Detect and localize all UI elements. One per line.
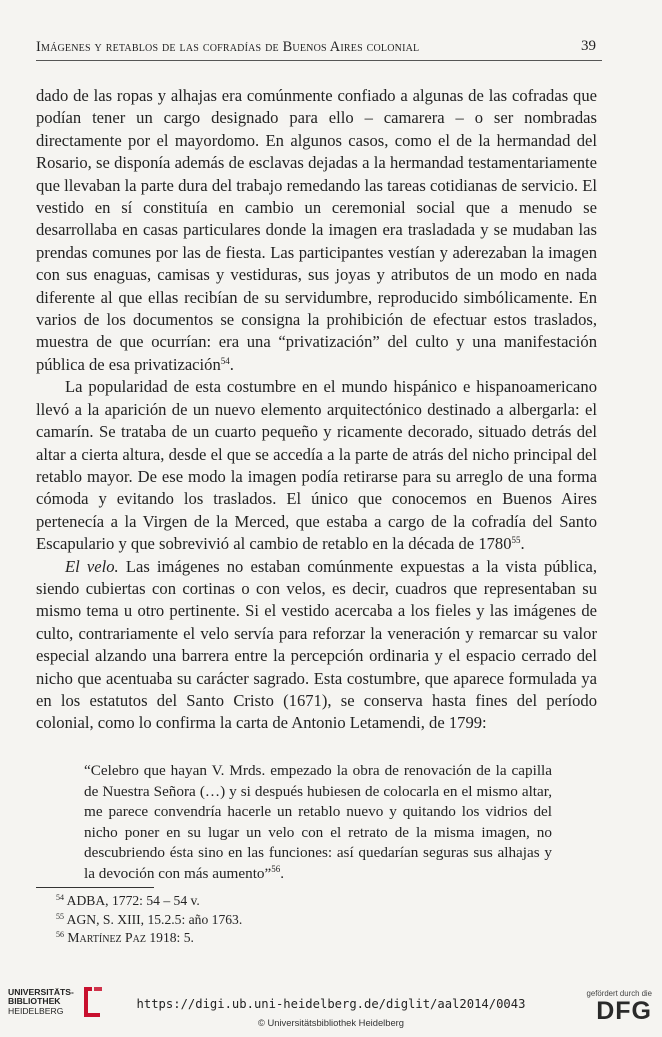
copyright: © Universitätsbibliothek Heidelberg	[257, 1017, 405, 1028]
library-line: BIBLIOTHEK	[8, 996, 61, 1007]
footnote	[56, 929, 242, 948]
footnote-number: 56	[56, 930, 64, 940]
footnote-divider	[36, 887, 154, 888]
punctuation: .	[229, 354, 234, 374]
footnote-number: 54	[56, 893, 64, 902]
punctuation: .	[520, 534, 525, 554]
paragraph-2	[36, 376, 597, 555]
dfg-logo: DFG	[596, 997, 652, 1025]
section-lead: El velo.	[65, 556, 119, 576]
source-url[interactable]: https://digi.ub.uni-heidelberg.de/diglit/aal2014/0043	[136, 997, 526, 1011]
footnotes	[56, 892, 242, 948]
paragraph-text: dado de las ropas y alhajas era comúnmente confiado a algunas de las cofradas que podían tener un cargo designado para ello – camarera – o ser nombradas directamente por el mayordomo. En algunos casos, como el de la hermandad del Rosario, se disponía además de esclavas dejadas a la hermandad testamentariamente que llevaban la parte dura del trabajo remedando las tareas cotidianas de servicio. El vestido en sí constituía en cambio un ceremonial social que a menudo se desarrollaba en casas particulares donde la imagen era trasladada y se mudaban las prendas comunes por las de fiesta. Las participantes vestían y aderezaban la imagen con sus enaguas, camisas y vestiduras, sus joyas y atributos de un modo en nada diferente al que ellas recibían de su servidumbre, reproducido simbólicamente. En varios de los documentos se consigna la prohibición de efectuar estos traslados, muestra de que ocurrían: era una “privatización” del culto y una manifestación pública de esa privatización	[36, 86, 597, 374]
quote-text: “Celebro que hayan V. Mrds. empezado la obra de renovación de la capilla de Nuestra Señora (…) y si después hubiesen de colocarla en el mismo altar, me parece convendría hacerle un retablo nuevo y quitando los vidrios del nicho poner en su lugar un velo con el retrato de la misma imagen, no descubriendo ésta sino en las funciones: así quedarían seguras sus alhajas y la devoción con más aumento”	[84, 762, 552, 882]
footnote-author: Martínez Paz	[67, 930, 146, 946]
library-line: UNIVERSITÄTS-	[8, 986, 74, 997]
footnote-text: ADBA, 1772: 54 – 54 v.	[66, 893, 200, 908]
page-number: 39	[581, 38, 596, 54]
footnote	[56, 911, 242, 930]
funder-logo[interactable]	[587, 989, 652, 1024]
paragraph-text: Las imágenes no estaban comúnmente expuestas a la vista pública, siendo cubiertas con cortinas o con velos, es decir, cuadros que representaban su mismo tema u otro pertinente. Si el vestido acercaba a los fieles y las imágenes de culto, contrariamente el velo servía para reforzar la veneración y remarcar su valor especial alzando una barrera entre la percepción ordinaria y el espacio cerrado del nicho que acentuaba su carácter sagrado. Esta costumbre, que aparece formulada ya en los estatutos del Santo Cristo (1671), se conserva hasta fines del período colonial, como lo confirma la carta de Antonio Letamendi, de 1799:	[36, 556, 597, 733]
main-text	[36, 85, 597, 735]
footnote-ref[interactable]: 55	[511, 535, 521, 546]
footnote-number: 55	[56, 911, 64, 921]
block-quote	[84, 761, 552, 884]
footnote-ref[interactable]: 54	[220, 355, 230, 366]
punctuation: .	[280, 864, 285, 882]
footnote-ref[interactable]: 56	[271, 863, 281, 874]
paragraph-text: La popularidad de esta costumbre en el mundo hispánico e hispanoamericano llevó a la aparición de un nuevo elemento arquitectónico destinado a albergarla: el camarín. Se trataba de un cuarto pequeño y ricamente decorado, situado detrás del altar a cierta altura, desde el que se accedía a la parte de atrás del nicho principal del retablo mayor. De ese modo la imagen podía retirarse para su arreglo de una forma cómoda y evitando los traslados. El único que conocemos en Buenos Aires pertenecía a la Virgen de la Merced, que estaba a cargo de la cofradía del Santo Escapulario y que sobrevivió al cambio de retablo en la década de 1780	[36, 377, 597, 554]
funder-caption: gefördert durch die	[586, 989, 652, 998]
footnote	[56, 892, 242, 911]
library-line: HEIDELBERG	[8, 1005, 64, 1016]
running-header	[36, 38, 602, 61]
page-footer	[0, 985, 662, 1037]
footnote-text: AGN, S. XIII, 15.2.5: año 1763.	[66, 911, 243, 927]
running-title: Imágenes y retablos de las cofradías de Buenos Aires colonial	[36, 39, 420, 55]
paragraph-3	[36, 556, 597, 735]
footnote-text: 1918: 5.	[145, 930, 194, 946]
paragraph-1	[36, 85, 597, 376]
